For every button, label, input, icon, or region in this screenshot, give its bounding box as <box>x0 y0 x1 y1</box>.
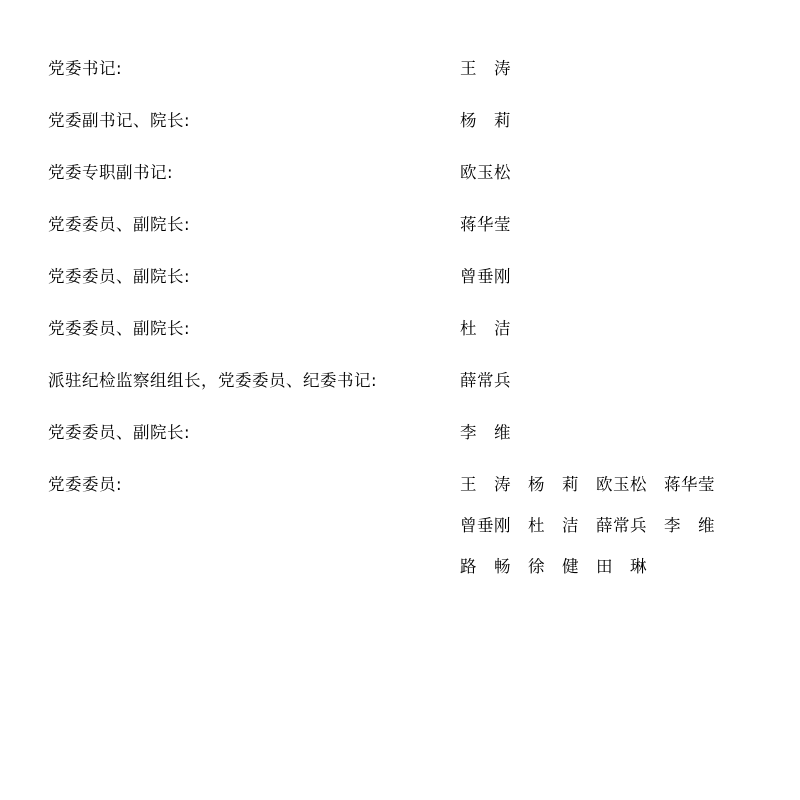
roster-row <box>48 472 752 580</box>
roster-row <box>48 420 752 446</box>
roster-row-names <box>460 264 752 290</box>
roster-name-line: 曾垂刚 杜 洁 薛常兵 李 维 <box>460 516 715 535</box>
roster-row <box>48 212 752 238</box>
roster-row-names <box>460 472 752 580</box>
roster-row-names <box>460 160 752 186</box>
roster-name-line: 杨 莉 <box>460 111 511 130</box>
roster-name-line: 李 维 <box>460 423 511 442</box>
roster-row-title: 党委委员: <box>48 475 123 494</box>
roster-name-line: 路 畅 徐 健 田 琳 <box>460 557 647 576</box>
roster-row <box>48 264 752 290</box>
roster-name-line: 欧玉松 <box>460 163 511 182</box>
roster-row <box>48 160 752 186</box>
roster-row-names <box>460 108 752 134</box>
roster-row-title: 党委委员、副院长: <box>48 215 191 234</box>
roster-row <box>48 368 752 394</box>
roster-name-line: 蒋华莹 <box>460 215 511 234</box>
roster-name-line: 杜 洁 <box>460 319 511 338</box>
roster-row-title: 派驻纪检监察组组长，党委委员、纪委书记: <box>48 371 378 390</box>
leadership-roster <box>48 56 752 580</box>
roster-name-line: 薛常兵 <box>460 371 511 390</box>
roster-row-title: 党委委员、副院长: <box>48 319 191 338</box>
roster-row-names <box>460 368 752 394</box>
roster-row <box>48 56 752 82</box>
roster-row-names <box>460 212 752 238</box>
roster-row-title: 党委书记: <box>48 59 123 78</box>
roster-row-title: 党委专职副书记: <box>48 163 174 182</box>
roster-row <box>48 108 752 134</box>
roster-row-names <box>460 56 752 82</box>
roster-name-line: 王 涛 杨 莉 欧玉松 蒋华莹 <box>460 475 715 494</box>
roster-row <box>48 316 752 342</box>
roster-row-names <box>460 420 752 446</box>
roster-row-names <box>460 316 752 342</box>
roster-row-title: 党委副书记、院长: <box>48 111 191 130</box>
roster-name-line: 曾垂刚 <box>460 267 511 286</box>
roster-row-title: 党委委员、副院长: <box>48 423 191 442</box>
roster-name-line: 王 涛 <box>460 59 511 78</box>
roster-row-title: 党委委员、副院长: <box>48 267 191 286</box>
